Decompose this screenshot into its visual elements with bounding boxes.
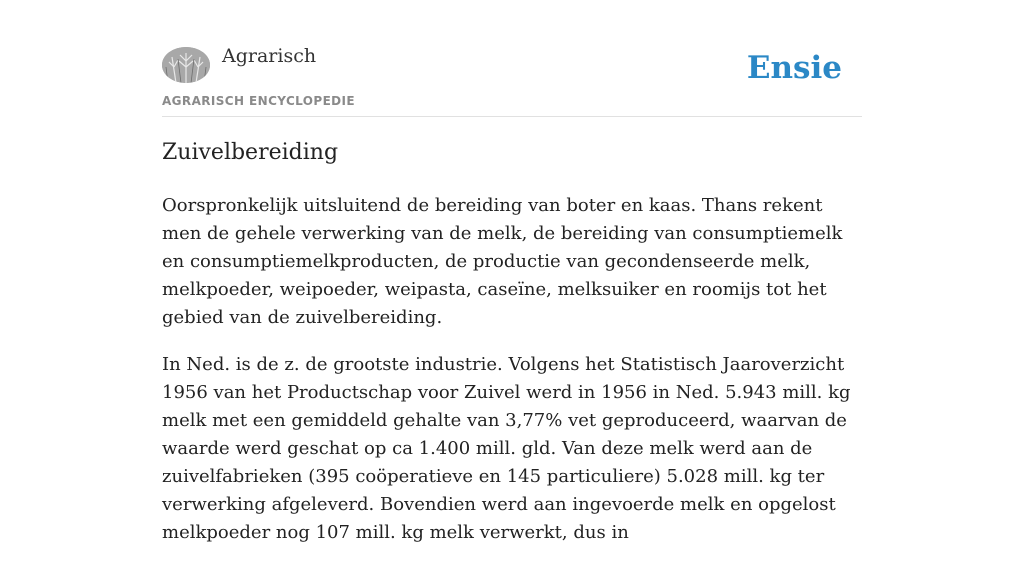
- site-name[interactable]: Agrarisch: [222, 45, 317, 67]
- article-body: [162, 192, 862, 566]
- article-paragraph: Oorspronkelijk uitsluitend de bereiding van boter en kaas. Thans rekent men de gehele verwerking van de melk, de bereiding van consumptiemelk en consumptiemelkproducten, de productie van gecondenseerde melk, melkpoeder, weipoeder, weipasta, caseïne, melksuiker en roomijs tot het gebied van de zuivelbereiding.: [162, 195, 843, 328]
- article-title: Zuivelbereiding: [162, 140, 339, 165]
- wheat-icon[interactable]: [162, 47, 210, 83]
- brand-logo-link[interactable]: Ensie: [746, 50, 842, 86]
- page-container: [162, 0, 862, 543]
- site-subtitle: AGRARISCH ENCYCLOPEDIE: [162, 94, 355, 108]
- article-paragraph: In Ned. is de z. de grootste industrie. Volgens het Statistisch Jaaroverzicht 1956 van het Productschap voor Zuivel werd in 1956 in Ned. 5.943 mill. kg melk met een gemiddeld gehalte van 3,77% vet geproduceerd, waarvan de waarde werd geschat op ca 1.400 mill. gld. Van deze melk werd aan de zuivelfabrieken (395 coöperatieve en 145 particuliere) 5.028 mill. kg ter verwerking afgeleverd. Bovendien werd aan ingevoerde melk en opgelost melkpoeder nog 107 mill. kg melk verwerkt, dus in: [162, 354, 851, 543]
- site-header: [162, 0, 862, 117]
